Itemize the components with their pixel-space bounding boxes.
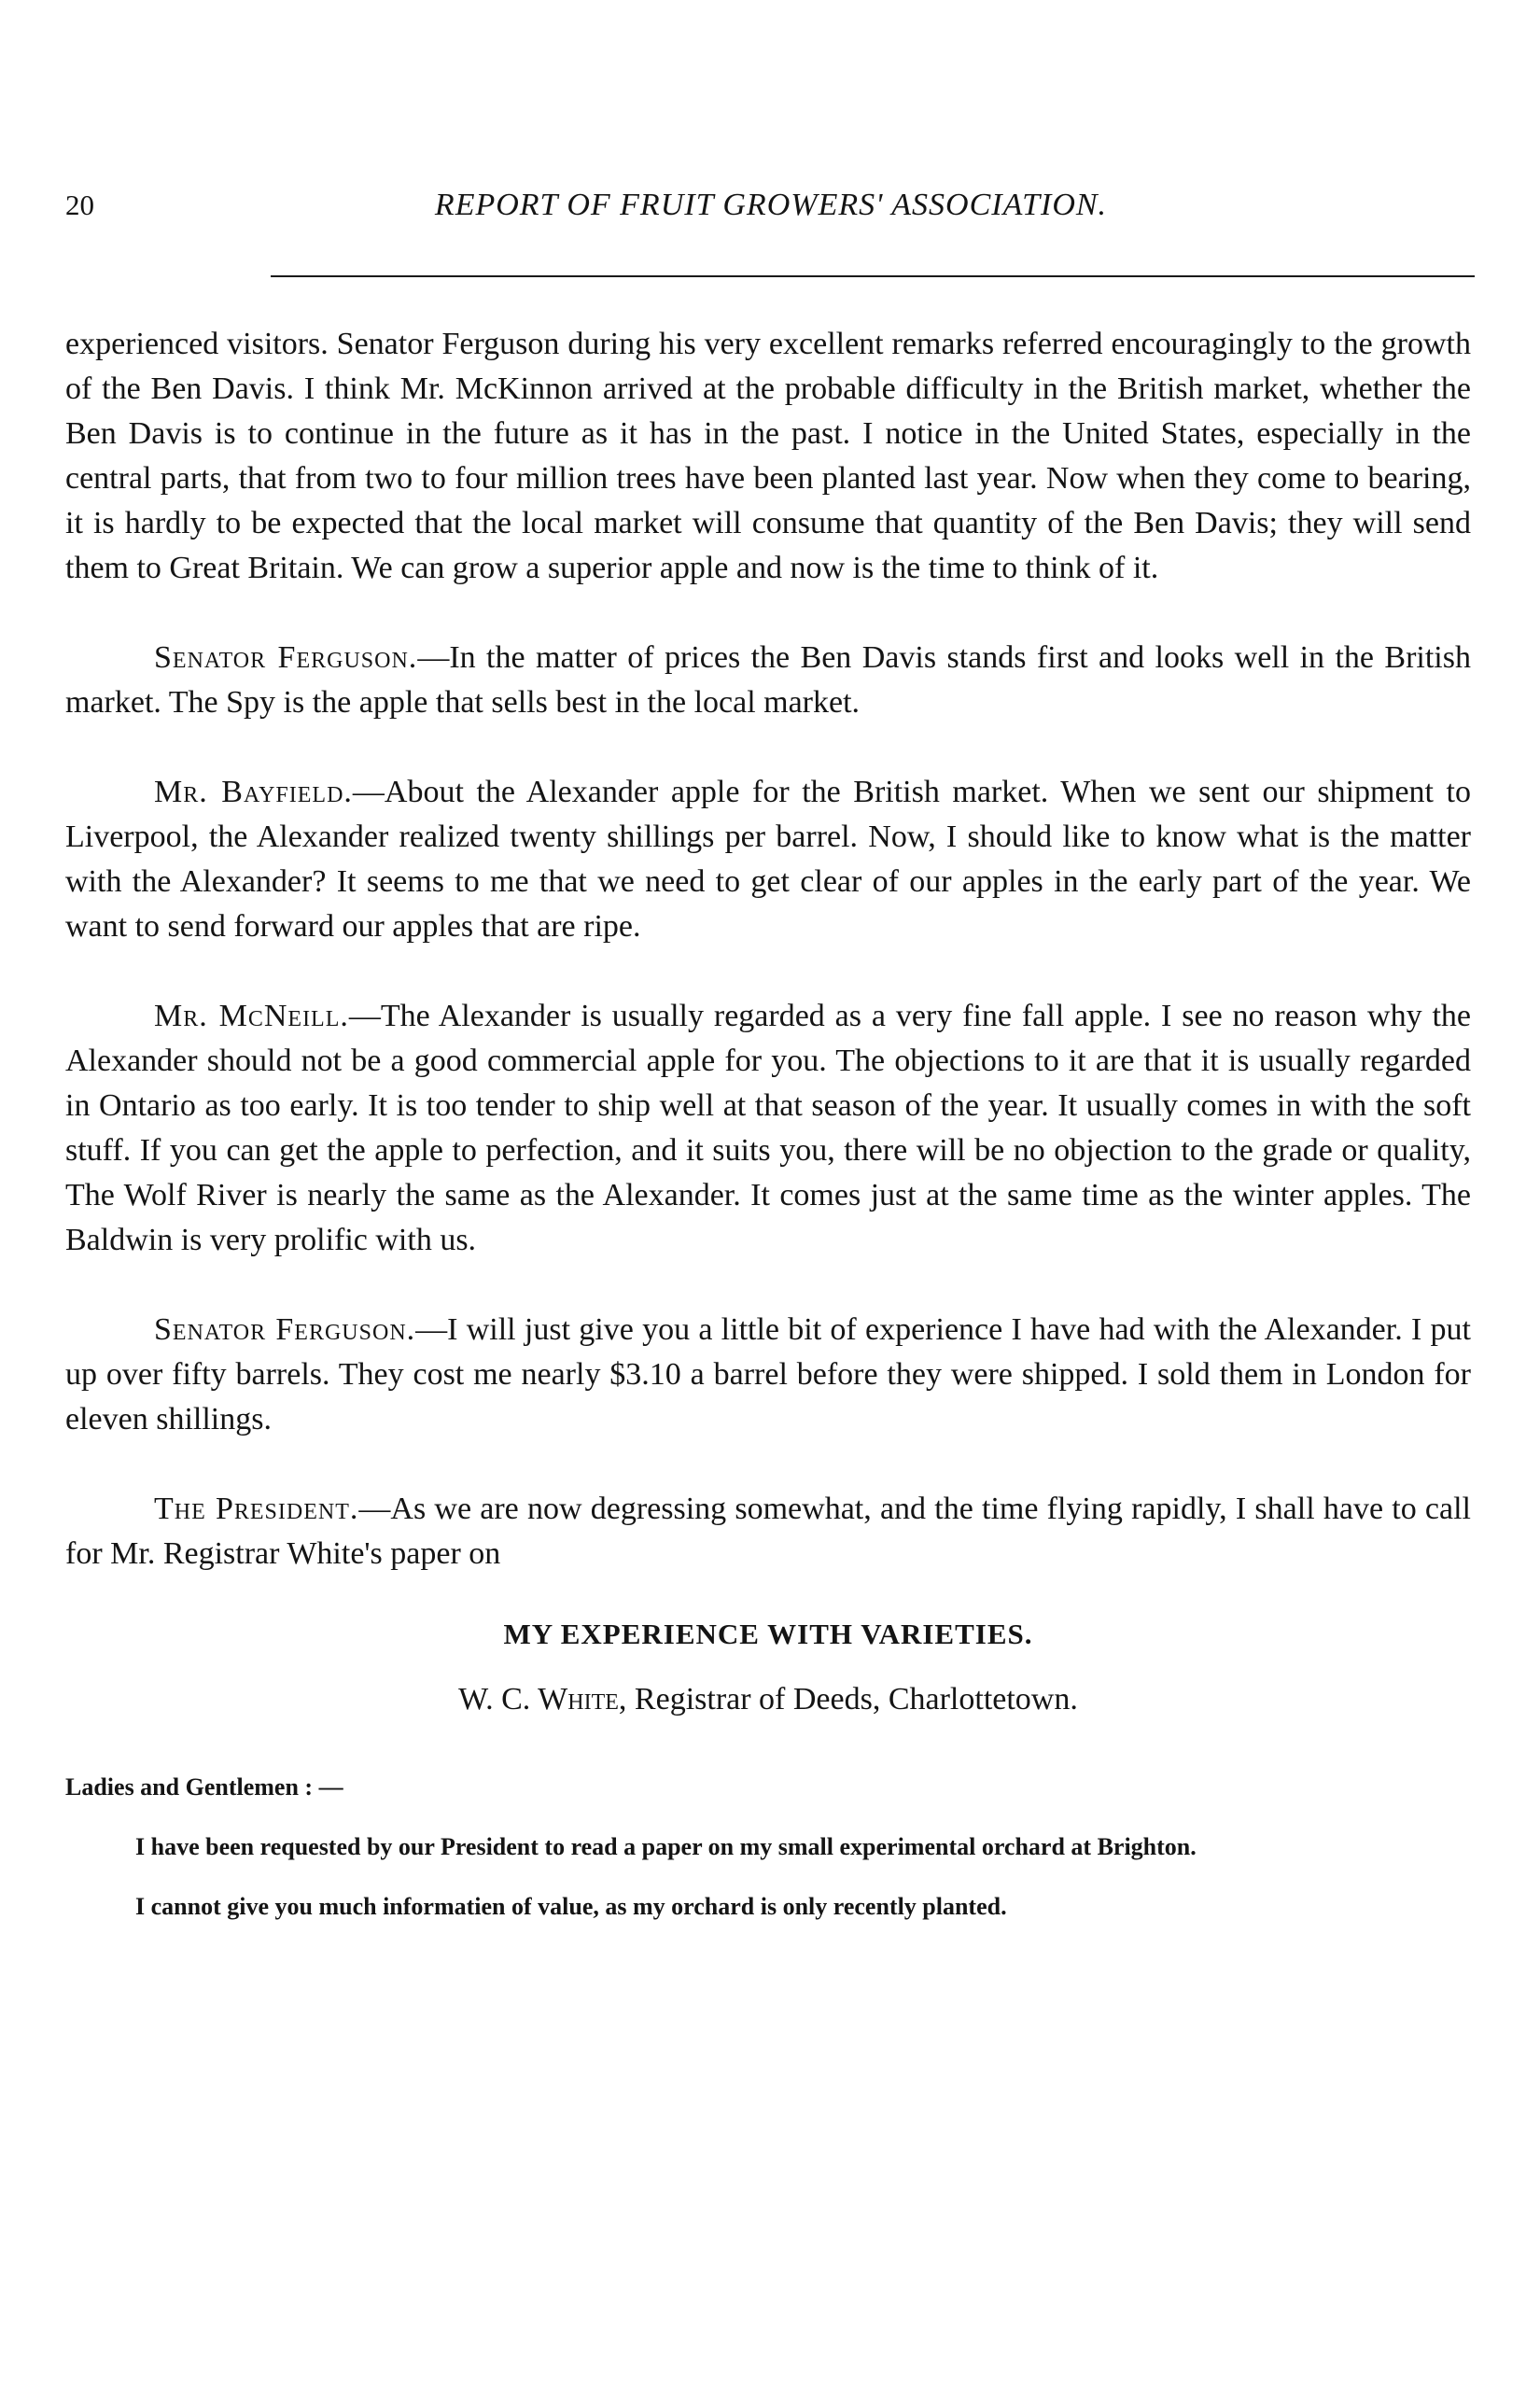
section-heading: MY EXPERIENCE WITH VARIETIES. — [503, 1618, 1033, 1650]
salutation: Ladies and Gentlemen : — — [65, 1773, 343, 1801]
body-text — [65, 322, 1471, 1946]
paragraph-the-president — [65, 1487, 1471, 1576]
page-number: 20 — [65, 189, 94, 221]
paragraph-continuation — [65, 322, 1471, 591]
paper-paragraph: I cannot give you much informatien of value, as my orchard is only recently planted. — [135, 1893, 1007, 1920]
speaker-name: Senator Ferguson. — [154, 1312, 416, 1347]
running-title: REPORT OF FRUIT GROWERS' ASSOCIATION. — [434, 188, 1108, 222]
speaker-name: Mr. Bayfield. — [154, 775, 353, 809]
speaker-name: Mr. McNeill. — [154, 999, 349, 1033]
paragraph-senator-ferguson-1 — [65, 636, 1471, 725]
paragraph-mr-bayfield — [65, 770, 1471, 949]
author-detail: Registrar of Deeds, Charlottetown. — [626, 1682, 1078, 1716]
paragraph-text: —As we are now degressing somewhat, and the time flying rapidly, I shall have to call for Mr. Registrar White's paper on — [65, 1492, 1471, 1571]
paragraph-text: —About the Alexander apple for the British market. When we sent our shipment to Liverpool, the Alexander realized twenty shillings per barrel. Now, I should like to know what is the matter with the Alexander? It seems to me that we need to get clear of our apples in the early part of the year. We want to send forward our apples that are ripe. — [65, 775, 1471, 944]
page-header — [65, 187, 1477, 243]
paper-paragraph: I have been requested by our President to read a paper on my small experimental orchard at Brighton. — [135, 1833, 1197, 1860]
speaker-name: The President. — [154, 1492, 359, 1526]
author-name: W. C. White, — [458, 1682, 627, 1716]
paragraph-mr-mcneill — [65, 994, 1471, 1263]
paragraph-senator-ferguson-2 — [65, 1308, 1471, 1442]
header-rule — [271, 275, 1475, 277]
speaker-name: Senator Ferguson. — [154, 640, 418, 675]
paragraph-text: —I will just give you a little bit of experience I have had with the Alexander. I put up over fifty barrels. They cost me nearly $3.10 a barrel before they were shipped. I sold them in London for eleven shillings. — [65, 1312, 1471, 1436]
paragraph-text: experienced visitors. Senator Ferguson during his very excellent remarks referred encouragingly to the growth of the Ben Davis. I think Mr. McKinnon arrived at the probable difficulty in the British market, whether the Ben Davis is to continue in the future as it has in the past. I notice in the United States, especially in the central parts, that from two to four million trees have been planted last year. Now when they come to bearing, it is hardly to be expected that the local market will consume that quantity of the Ben Davis; they will send them to Great Britain. We can grow a superior apple and now is the time to think of it. — [65, 327, 1471, 585]
paragraph-text: —In the matter of prices the Ben Davis stands first and looks well in the British market. The Spy is the apple that sells best in the local market. — [65, 640, 1471, 720]
byline — [65, 1677, 1471, 1722]
paragraph-text: —The Alexander is usually regarded as a very fine fall apple. I see no reason why the Alexander should not be a good commercial apple for you. The objections to it are that it is usually regarded in Ontario as too early. It is too tender to ship well at that season of the year. It usually comes in with the soft stuff. If you can get the apple to perfection, and it suits you, there will be no objection to the grade or quality, The Wolf River is nearly the same as the Alexander. It comes just at the same time as the winter apples. The Baldwin is very prolific with us. — [65, 999, 1471, 1257]
